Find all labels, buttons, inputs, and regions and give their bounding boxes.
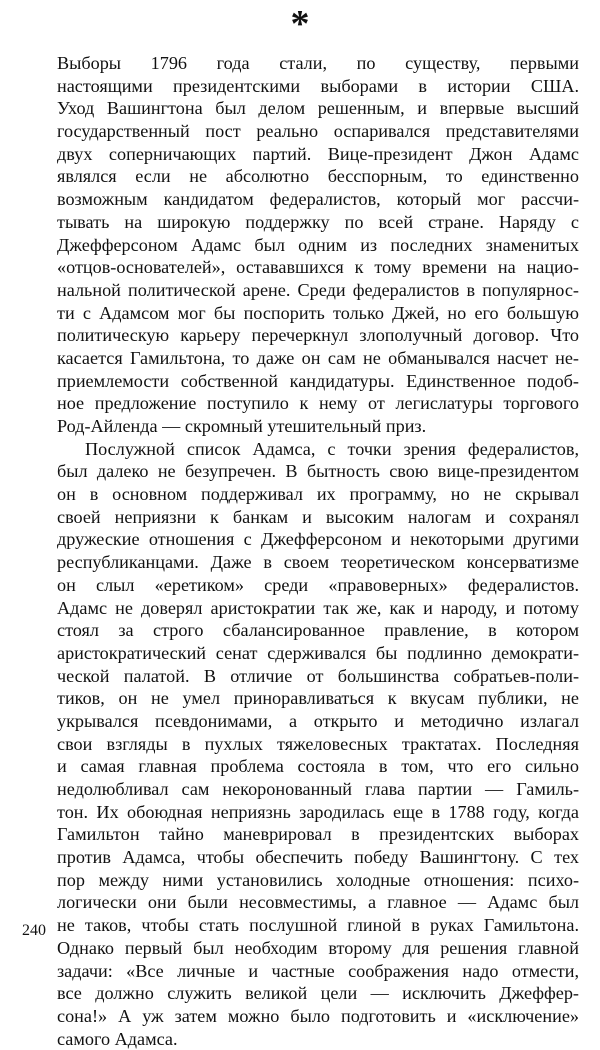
text-line: стоял за строго сбалансированное правление, в котором: [57, 620, 579, 641]
text-line: недолюбливал сам некоронованный глава партии — Гамиль-: [57, 779, 579, 799]
text-line: возможным кандидатом федералистов, который мог рассчи-: [57, 189, 579, 210]
text-line: задачи: «Все личные и частные соображения надо отмести,: [57, 960, 579, 981]
text-line: Уход Вашингтона был делом решенным, и впервые высший: [57, 98, 579, 119]
text-line: логически они были несовместимы, а главное — Адамс был: [57, 892, 579, 913]
text-line: Гамильтон тайно маневрировал в президентских выборах: [57, 824, 579, 845]
text-line: республиканцами. Даже в своем теоретическом консерватизме: [57, 552, 579, 573]
text-line: тон. Их обоюдная неприязнь зародилась еще в 1788 году, когда: [57, 801, 579, 822]
text-line: нальной политической арене. Среди федералистов в популярнос-: [57, 279, 579, 300]
text-line: «отцов-основателей», остававшихся к тому времени на нацио-: [57, 257, 579, 278]
text-line: Однако первый был необходим второму для решения главной: [57, 937, 579, 958]
text-line: аристократический сенат сдерживался бы подлинно демократи-: [57, 642, 579, 663]
text-line: приемлемости собственной кандидатуры. Единственное подоб-: [57, 370, 579, 391]
text-line: касается Гамильтона, то даже он сам не обманывался насчет не-: [57, 347, 579, 368]
text-line: ти с Адамсом мог бы поспорить только Джей, но его большую: [57, 302, 579, 323]
text-line: сона!» А уж затем можно было подготовить и «исключение»: [57, 1005, 579, 1026]
text-line: самого Адамса.: [57, 1028, 178, 1049]
text-line: свои взгляды в пухлых тяжеловесных трактатах. Последняя: [57, 733, 579, 754]
text-line: своей неприязни к банкам и высоким налогам и сохранял: [57, 506, 579, 527]
text-line: двух соперничающих партий. Вице-президент Джон Адамс: [57, 143, 579, 164]
text-line: Выборы 1796 года стали, по существу, первыми: [57, 53, 579, 73]
section-divider-asterisk: *: [290, 3, 310, 45]
page-number: 240: [22, 922, 46, 939]
text-line: он слыл «еретиком» среди «правоверных» федералистов.: [57, 574, 579, 595]
text-line: был далеко не безупречен. В бытность свою вице-президентом: [57, 461, 579, 482]
text-line: настоящими президентскими выборами в истории США.: [57, 75, 579, 96]
text-line: он в основном поддерживал их программу, но не скрывал: [57, 484, 579, 505]
text-line: не таков, чтобы стать послушной глиной в руках Гамильтона.: [57, 915, 579, 936]
text-line: Род-Айленда — скромный утешительный приз.: [57, 416, 427, 436]
text-line: ное предложение поступило к нему от легислатуры торгового: [57, 393, 579, 414]
text-line: государственный пост реально оспаривался представителями: [57, 121, 579, 142]
text-line: тиков, он не умел приноравливаться к вкусам публики, не: [57, 688, 579, 709]
text-line: Послужной список Адамса, с точки зрения федералистов,: [85, 438, 579, 459]
text-line: политическую карьеру перечеркнул злополучный договор. Что: [57, 325, 579, 346]
text-line: против Адамса, чтобы обеспечить победу Вашингтону. С тех: [57, 847, 579, 868]
text-line: укрывался псевдонимами, а открыто и методично излагал: [57, 710, 579, 731]
text-line: Адамс не доверял аристократии так же, как и народу, и потому: [57, 597, 579, 618]
text-line: пор между ними установились холодные отношения: психо-: [57, 869, 579, 890]
text-line: ческой палатой. В отличие от большинства собратьев-поли-: [57, 665, 579, 686]
text-line: Джефферсоном Адамс был одним из последних знаменитых: [57, 234, 579, 255]
text-line: дружеские отношения с Джефферсоном и некоторыми другими: [57, 529, 579, 550]
text-line: все должно служить великой цели — исключить Джеффер-: [57, 983, 579, 1004]
text-line: и самая главная проблема состояла в том, что его сильно: [57, 756, 579, 777]
text-line: тывать на широкую поддержку по всей стране. Наряду с: [57, 211, 579, 232]
body-text: [57, 52, 579, 1050]
text-line: являлся если не абсолютно бесспорным, то единственно: [57, 166, 579, 187]
